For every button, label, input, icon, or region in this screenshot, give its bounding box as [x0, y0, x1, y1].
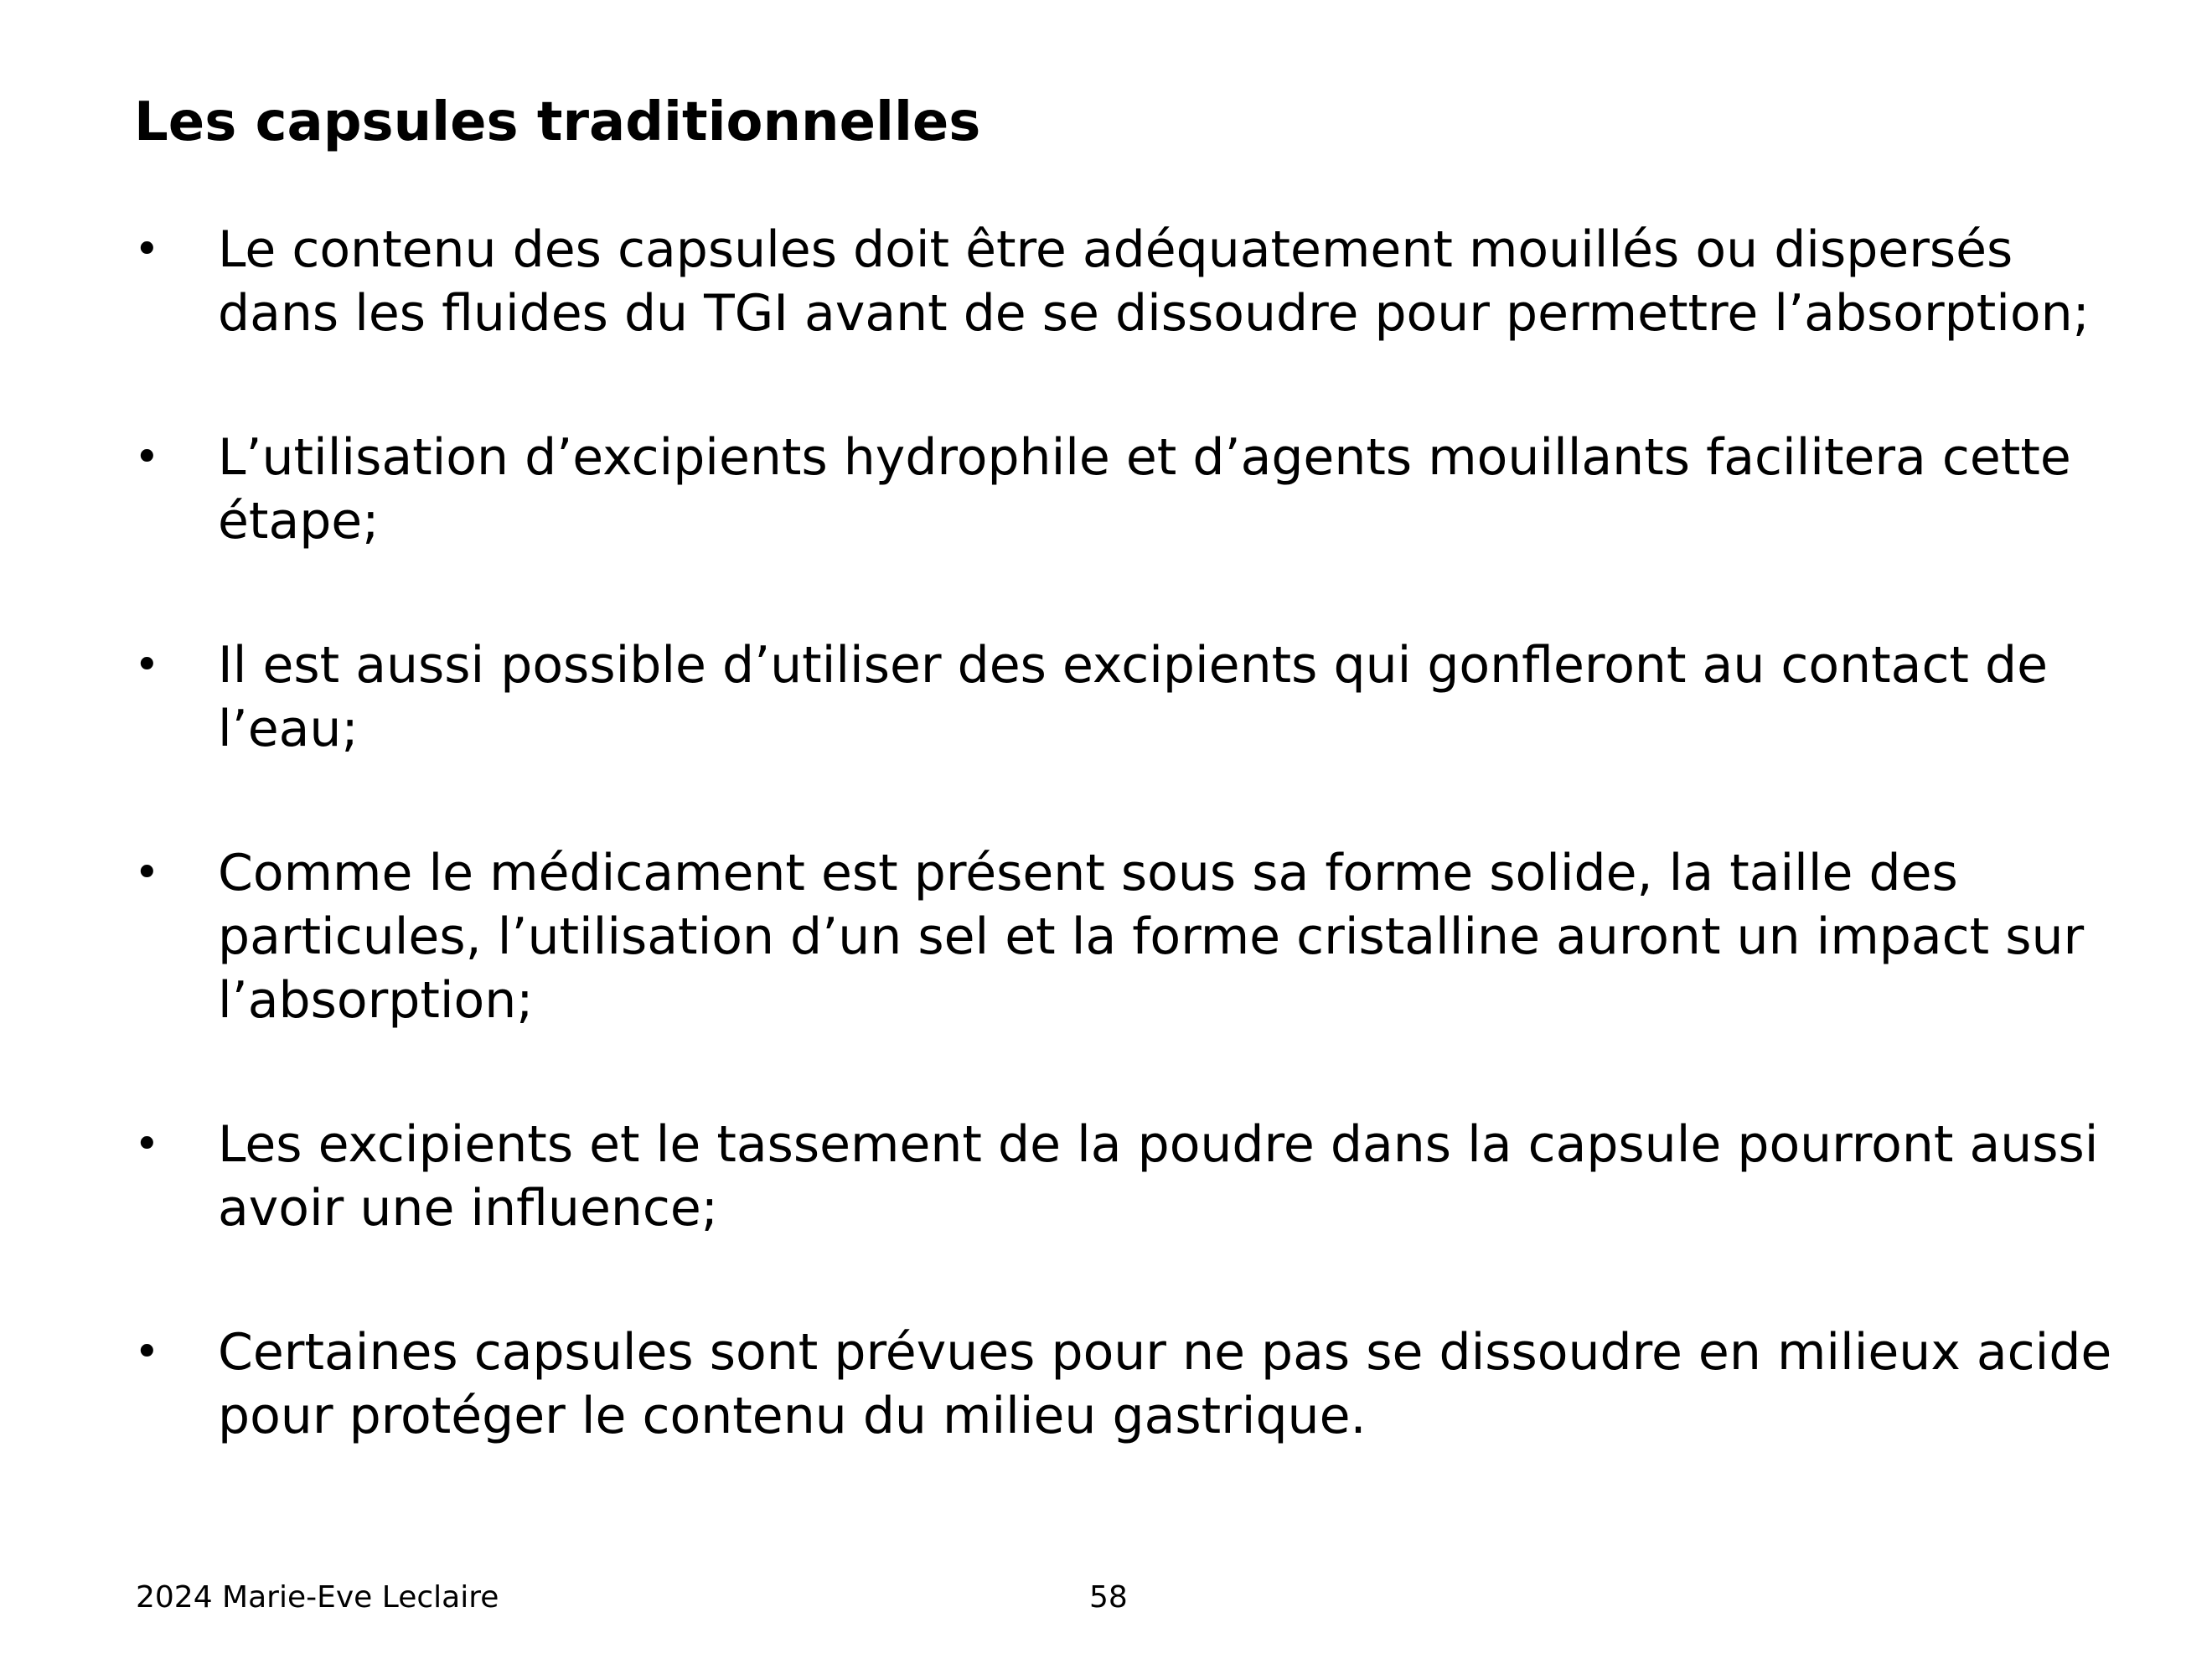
bullet-text: L’utilisation d’excipients hydrophile et d’agents mouillants facilitera cette étape;	[218, 428, 2071, 550]
bullet-item	[134, 841, 2145, 1032]
bullet-item	[134, 426, 2145, 553]
bullet-icon: •	[134, 640, 160, 690]
bullet-text: Les excipients et le tassement de la poudre dans la capsule pourront aussi avoir une influence;	[218, 1115, 2099, 1238]
bullet-icon: •	[134, 225, 160, 275]
bullet-text: Certaines capsules sont prévues pour ne pas se dissoudre en milieux acide pour protéger le contenu du milieu gastrique.	[218, 1323, 2112, 1445]
bullet-text: Il est aussi possible d’utiliser des excipients qui gonfleront au contact de l’eau;	[218, 636, 2049, 758]
bullet-icon: •	[134, 1119, 160, 1170]
bullet-item	[134, 218, 2145, 345]
bullet-item	[134, 1113, 2145, 1240]
bullet-icon: •	[134, 848, 160, 898]
slide-title: Les capsules traditionnelles	[134, 91, 981, 153]
bullet-text: Comme le médicament est présent sous sa forme solide, la taille des particules, l’utilisation d’un sel et la forme cristalline auront un impact sur l’absorption;	[218, 844, 2085, 1030]
bullet-item	[134, 633, 2145, 761]
page-number: 58	[1089, 1580, 1128, 1615]
bullet-icon: •	[134, 1327, 160, 1377]
bullet-icon: •	[134, 432, 160, 483]
footer-author: 2024 Marie-Eve Leclaire	[136, 1580, 499, 1615]
bullet-item	[134, 1320, 2145, 1448]
bullet-list	[134, 218, 2145, 1448]
bullet-text: Le contenu des capsules doit être adéquatement mouillés ou dispersés dans les fluides du TGI avant de se dissoudre pour permettre l’absorption;	[218, 220, 2090, 343]
